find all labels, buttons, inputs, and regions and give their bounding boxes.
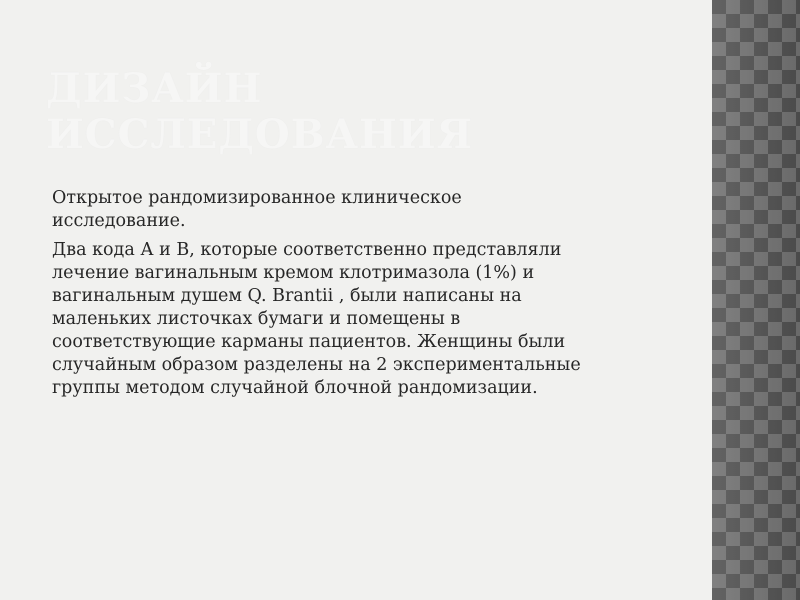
slide-title (46, 66, 686, 158)
slide-title-line-2: ИССЛЕДОВАНИЯ (46, 111, 473, 158)
slide-title-line-1: ДИЗАЙН (46, 65, 263, 112)
body-paragraph-1: Открытое рандомизированное клиническое исследование. (52, 188, 462, 231)
slide-body (52, 187, 592, 406)
decorative-side-pattern (712, 0, 800, 600)
body-paragraph-2: Два кода А и В, которые соответственно представляли лечение вагинальным кремом клотримазола (1%) и вагинальным душем Q. Brantii , были написаны на маленьких листочках бумаги и помещены в соответствующие карманы пациентов. Женщины были случайным образом разделены на 2 экспериментальные группы методом случайной блочной рандомизации. (52, 240, 581, 398)
